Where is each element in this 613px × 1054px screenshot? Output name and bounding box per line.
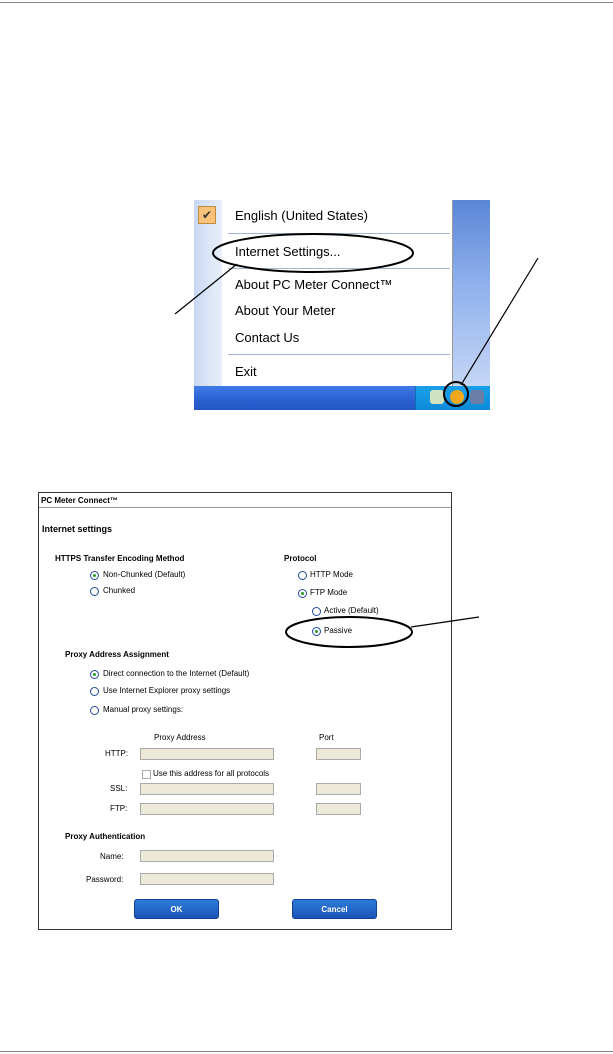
menu-item-contact-us[interactable]: Contact Us [235, 330, 300, 345]
same-address-label: Use this address for all protocols [153, 769, 270, 778]
non-chunked-label: Non-Chunked (Default) [103, 570, 186, 579]
ssl-proxy-label: SSL: [110, 784, 128, 793]
menu-item-about-pc-meter-connect[interactable]: About PC Meter Connect™ [235, 277, 393, 292]
dialog-title: PC Meter Connect™ [39, 493, 451, 508]
ftp-proxy-label: FTP: [110, 804, 128, 813]
tray-icon-callout-circle [444, 382, 468, 406]
proxy-auth-heading: Proxy Authentication [65, 832, 146, 841]
tray-icon-callout-line [461, 258, 538, 385]
internet-settings-callout-ellipse [213, 234, 413, 272]
passive-label: Passive [324, 626, 353, 635]
menu-item-exit[interactable]: Exit [235, 364, 257, 379]
passive-callout-ellipse [286, 617, 412, 647]
internet-settings-callout-line [175, 264, 237, 314]
https-method-heading: HTTPS Transfer Encoding Method [55, 554, 185, 563]
password-label: Password: [86, 875, 124, 884]
checkmark-icon: ✔ [198, 206, 216, 224]
ie-proxy-label: Use Internet Explorer proxy settings [103, 686, 231, 695]
menu-item-language[interactable]: English (United States) [235, 208, 368, 223]
proxy-assignment-heading: Proxy Address Assignment [65, 650, 169, 659]
http-mode-label: HTTP Mode [310, 570, 353, 579]
dialog-heading: Internet settings [42, 524, 113, 534]
chunked-label: Chunked [103, 586, 136, 595]
protocol-heading: Protocol [284, 554, 317, 563]
name-label: Name: [100, 852, 124, 861]
manual-proxy-label: Manual proxy settings: [103, 705, 184, 714]
passive-callout-line [411, 617, 479, 627]
active-label: Active (Default) [324, 606, 379, 615]
cancel-button[interactable]: Cancel [292, 899, 377, 919]
proxy-address-column: Proxy Address [154, 733, 206, 742]
bottom-rule [0, 1051, 613, 1052]
menu-item-about-your-meter[interactable]: About Your Meter [235, 303, 336, 318]
port-column: Port [319, 733, 334, 742]
ok-button[interactable]: OK [134, 899, 219, 919]
ftp-mode-label: FTP Mode [310, 588, 348, 597]
direct-connection-label: Direct connection to the Internet (Default) [103, 669, 250, 678]
http-proxy-label: HTTP: [105, 749, 129, 758]
menu-item-internet-settings[interactable]: Internet Settings... [235, 244, 341, 259]
